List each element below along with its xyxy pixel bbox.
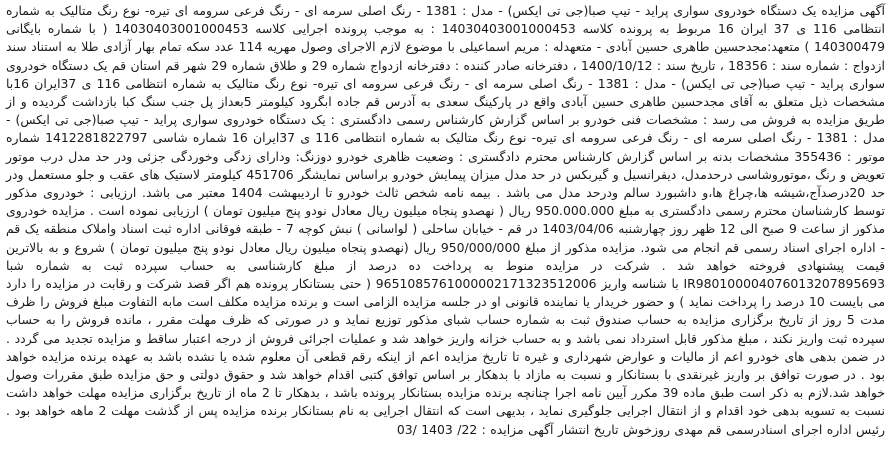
auction-notice-text: آگهی مزایده یک دستگاه خودروی سواری پراید - تیپ صبا(جی تی ایکس) - مدل : 1381 - رنگ اصلی سرمه ای - رنگ فرعی سرومه ای تیره- نوع رنگ متالیک به شماره انتظامی 116 ی 37 ایران 16 مربوط به پرونده کلاسه 14030403001000453 : به موجب پرونده اجرایی کلاسه 14030403001000453 ( با شماره بایگانی 140300479 ) متعهد:مجدحسین طاهری حسین آبادی - متعهدله : مریم اسماعیلی با موضوع لازم الاجرای وصول مهریه 114 عدد سکه تمام بهار آزادی طلا به استناد سند ازدواج : شماره سند : 18356 ، تاریخ سند : 1400/10/12 ، دفترخانه صادر کننده : دفترخانه ازدواج شماره 29 و طلاق شماره 29 شهر قم استان قم یک دستگاه خودروی سواری پراید - تیپ صبا(جی تی ایکس) - مدل : 1381 - رنگ اصلی سرمه ای - رنگ فرعی سرومه ای تیره- نوع رنگ متالیک به شماره انتظامی 116 ی 37ایران 16با مشخصات ذیل متعلق به آقای مجدحسین طاهری حسین آبادی واقع در پارکینگ سعدی به آدرس قم جاده ابگرود کیلومتر 5بعداز پل جنب سنگ کبا بازداشت گردیده و از طریق مزایده به فروش می رسد : مشخصات فنی خودرو بر اساس گزارش کارشناس رسمی دادگستری : یک دستگاه خودروی سواری پراید - تیپ صبا(جی تی ایکس) - مدل : 1381 - رنگ اصلی سرمه ای - رنگ فرعی سرومه ای تیره- نوع رنگ متالیک به شماره انتظامی 116 ی 37ایران 16 شماره شاسی 1412281822797 شماره موتور : 355436 مشخصات بدنه بر اساس گزارش کارشناس محترم دادگستری : وضعیت ظاهری خودرو دوزنگ: ودارای زدگی وخوردگی جزئی ودر حد مدل درب موتور تعویض و رنگ ،موتوروشاسی درحدمدل، دیفرانسیل و گیربکس در حد مدل میزان پیمایش خودرو براساس نمایشگر 451706 کیلومتر لاستیک های عقب و جلو مستعمل ودر حد 20درصدآج،شیشه ها،چراغ ها،و داشبورد سالم ودرحد مدل می باشد . بیمه نامه شخص ثالث خودرو تا اردیبهشت 1404 معتبر می باشد. ارزیابی : خودروی مذکور توسط کارشناسان محترم رسمی دادگستری به مبلغ 950.000.000 ریال ( نهصدو پنجاه میلیون ریال معادل نودو پنج میلیون تومان ) ارزیابی نموده است . مزایده خودروی مذکور از ساعت 9 صبح الی 12 ظهر روز چهارشنبه 1403/04/06 در قم - خیابان ساحلی ( لواسانی ) نبش کوچه 7 - طبقه فوقانی اداره ثبت اسناد واملاک منطقه یک قم - اداره اجرای اسناد رسمی قم انجام می شود. مزایده مذکور از مبلغ 950/000/000 ریال (نهصدو پنجاه میلیون ریال معادل نودو پنج میلیون تومان ) شروع و به بالاترین قیمت پیشنهادی فروخته خواهد شد . شرکت در مزایده منوط به پرداخت ده درصد از مبلغ کارشناسی به حساب سپرده ثبت به شماره شبا IR980100004076013207895693 با شناسه واریز 965108576100000217132351200‌6 ( حتی بستانکار پرونده هم اگر قصد شرکت و رقابت در مزایده را دارد می بایست 10 درصد را پرداخت نماید ) و حضور خریدار یا نماینده قانونی او در جلسه مزایده الزامی است و برنده مزایده مکلف است مابه التفاوت مبلغ فروش را ظرف مدت 5 روز از تاریخ برگزاری مزایده به حساب صندوق ثبت به شماره حساب شبای مذکور توزیع نماید و در صورتی که ظرف مهلت مقرر ، مانده فروش را به حساب سپرده ثبت واریز نکند ، مبلغ مذکور قابل استرداد نمی باشد و به حساب خزانه واریز خواهد شد و عملیات اجرائی فروش از درجه اعتبار ساقط و مزایده تجدید می گردد . در ضمن بدهی های خودرو اعم از مالیات و عوارض شهرداری و غیره تا تاریخ مزایده اعم از اینکه رقم قطعی آن معلوم شده یا نشده باشد به عهده برنده مزایده خواهد بود . در صورت توافق بر واریز غیرنقدی با بستانکار و نسبت به مازاد با بدهکار بر اساس توافق کتبی اقدام خواهد شد و حقوق دولتی و حق مزایده طبق مقررات وصول خواهد شد.لازم به ذکر است طبق ماده 39 مکرر آیین نامه اجرا چنانچه برنده مزایده بستانکار پرونده باشد ، بدهکار تا 2 ماه از تاریخ برگزاری مزایده مهلت خواهد داشت نسبت به تسویه بدهی خود اقدام و از انتقال اجرایی جلوگیری نماید ، بدیهی است که انتقال اجرایی به نام بستانکار برنده مزایده پس از گذشت مهلت 2 ماهه خواهد بود . رئیس اداره اجرای اسنادرسمی قم مهدی روزخوش تاریخ انتشار آگهی مزایده : 22/ 1403 /03: [6, 3, 886, 437]
